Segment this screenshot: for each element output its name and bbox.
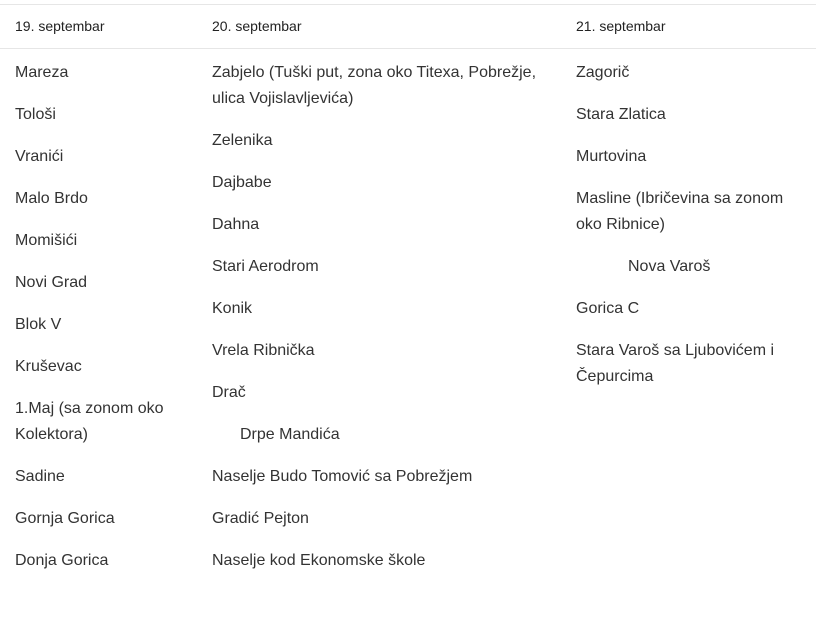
list-item: Zelenika bbox=[212, 132, 273, 149]
list-item: Konik bbox=[212, 300, 253, 317]
list-item: Kruševac bbox=[15, 358, 82, 375]
list-item: Drpe Mandića bbox=[240, 426, 340, 443]
list-item: Gorica C bbox=[576, 300, 640, 317]
list-item: Zabjelo (Tuški put, zona oko Titexa, Pobrežje, ulica Vojislavljevića) bbox=[212, 64, 537, 107]
list-item: Naselje Budo Tomović sa Pobrežjem bbox=[212, 468, 473, 485]
list-item: Nova Varoš bbox=[628, 258, 711, 275]
list-item: Dahna bbox=[212, 216, 260, 233]
list-item: Gradić Pejton bbox=[212, 510, 309, 527]
list-item: Dajbabe bbox=[212, 174, 272, 191]
top-divider bbox=[0, 4, 816, 5]
column-19-september-list bbox=[15, 60, 190, 590]
list-item: Donja Gorica bbox=[15, 552, 109, 569]
header-divider bbox=[0, 48, 816, 49]
list-item: Novi Grad bbox=[15, 274, 88, 291]
list-item: 1.Maj (sa zonom oko Kolektora) bbox=[15, 400, 164, 443]
column-21-september-list bbox=[576, 60, 806, 406]
column-header-20-september: 20. septembar bbox=[212, 18, 302, 34]
list-item: Stara Varoš sa Ljubovićem i Čepurcima bbox=[576, 342, 775, 385]
list-item: Vranići bbox=[15, 148, 64, 165]
list-item: Mareza bbox=[15, 64, 69, 81]
list-item: Momišići bbox=[15, 232, 78, 249]
column-20-september-list bbox=[212, 60, 542, 590]
list-item: Tološi bbox=[15, 106, 56, 123]
list-item: Blok V bbox=[15, 316, 62, 333]
list-item: Vrela Ribnička bbox=[212, 342, 315, 359]
list-item: Murtovina bbox=[576, 148, 647, 165]
list-item: Stari Aerodrom bbox=[212, 258, 319, 275]
list-item: Zagorič bbox=[576, 64, 630, 81]
column-header-19-september: 19. septembar bbox=[15, 18, 105, 34]
list-item: Drač bbox=[212, 384, 246, 401]
list-item: Sadine bbox=[15, 468, 65, 485]
list-item: Masline (Ibričevina sa zonom oko Ribnice) bbox=[576, 190, 784, 233]
list-item: Stara Zlatica bbox=[576, 106, 666, 123]
list-item: Malo Brdo bbox=[15, 190, 88, 207]
column-header-21-september: 21. septembar bbox=[576, 18, 666, 34]
list-item: Gornja Gorica bbox=[15, 510, 115, 527]
list-item: Naselje kod Ekonomske škole bbox=[212, 552, 426, 569]
